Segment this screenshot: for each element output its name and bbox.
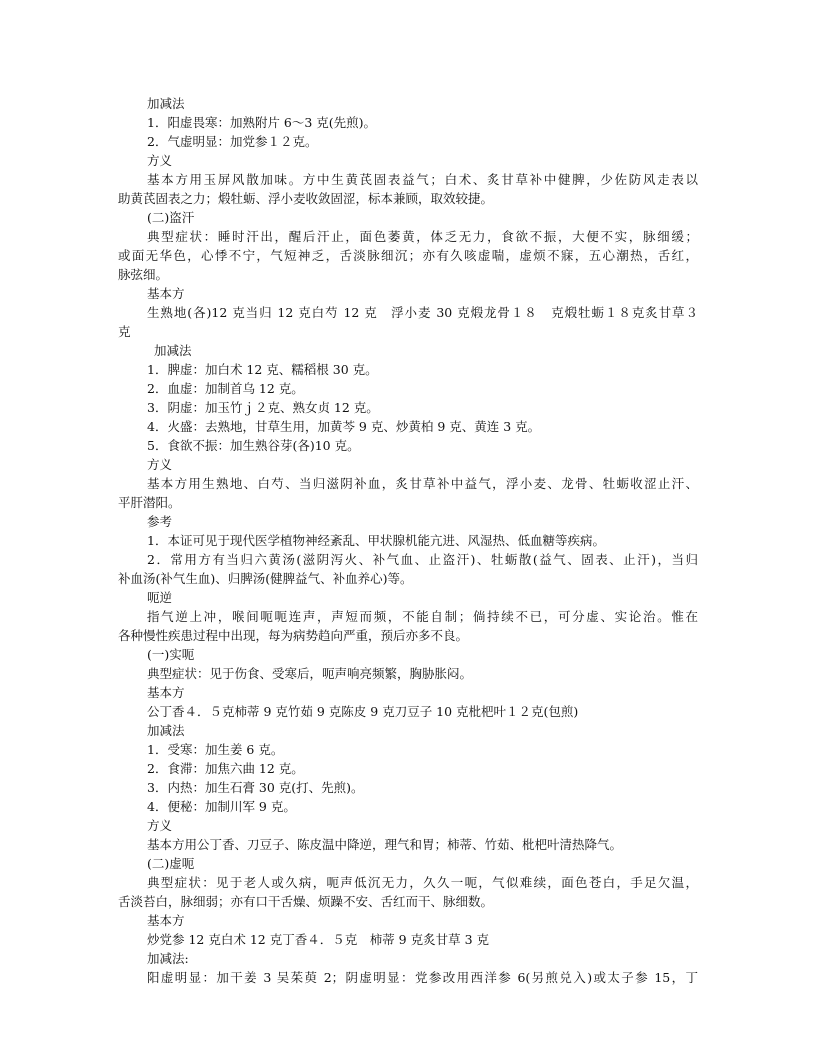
text-line: 基本方用玉屏风散加味。方中生黄芪固表益气；白术、炙甘草补中健脾，少佐防风走表以	[147, 172, 698, 187]
text-line: 舌淡苔白，脉细弱；亦有口干舌燥、烦躁不安、舌红而干、脉细数。	[118, 894, 494, 909]
text-line: 补血汤(补气生血)、归脾汤(健脾益气、补血养心)等。	[118, 571, 413, 586]
heading-jiajianfa-3: 加减法	[147, 723, 185, 738]
text-line: 指气逆上冲，喉间呃呃连声，声短而频，不能自制；倘持续不已，可分虚、实论治。惟在	[147, 609, 698, 624]
text-line: 炒党参 12 克白术 12 克丁香４．５克 柿蒂 9 克炙甘草 3 克	[147, 932, 490, 947]
text-line: 1．脾虚：加白术 12 克、糯稻根 30 克。	[147, 362, 378, 377]
heading-jibenfang-1: 基本方	[147, 286, 185, 301]
text-line: 2．气虚明显：加党参１２克。	[147, 134, 318, 149]
text-line: 脉弦细。	[118, 267, 169, 282]
text-line: 4．火盛：去熟地，甘草生用，加黄芩 9 克、炒黄柏 9 克、黄连 3 克。	[147, 419, 541, 434]
text-line: 克	[118, 324, 131, 339]
text-line: 1．受寒：加生姜 6 克。	[147, 742, 284, 757]
text-line: 5．食欲不振：加生熟谷芽(各)10 克。	[147, 438, 360, 453]
heading-jiajianfa-2: 加减法	[154, 343, 192, 358]
text-line: 4．便秘：加制川军 9 克。	[147, 799, 296, 814]
heading-fangyi-2: 方义	[147, 457, 173, 472]
heading-jiajianfa-1: 加减法	[147, 96, 185, 111]
heading-jibenfang-3: 基本方	[147, 913, 185, 928]
text-line: 基本方用公丁香、刀豆子、陈皮温中降逆，理气和胃；柿蒂、竹茹、枇杷叶清热降气。	[147, 837, 623, 852]
heading-jiajianfa-4: 加减法:	[147, 951, 189, 966]
text-line: 基本方用生熟地、白芍、当归滋阴补血，炙甘草补中益气，浮小麦、龙骨、牡蛎收涩止汗、	[147, 476, 698, 491]
text-line: 典型症状：见于老人或久病，呃声低沉无力，久久一呃，气似难续，面色苍白，手足欠温，	[147, 875, 698, 890]
text-line: 典型症状：睡时汗出，醒后汗止，面色萎黄，体乏无力，食欲不振，大便不实，脉细缓；	[147, 229, 698, 244]
text-line: 平肝潜阳。	[118, 495, 181, 510]
text-line: 助黄芪固表之力；煅牡蛎、浮小麦收敛固涩，标本兼顾，取效较捷。	[118, 191, 494, 206]
text-line: 或面无华色，心悸不宁，气短神乏，舌淡脉细沉；亦有久咳虚喘，虚烦不寐，五心潮热，舌红，	[118, 248, 698, 263]
section-heading-xue: (二)虚呃	[147, 856, 195, 871]
section-heading-daohan: (二)盗汗	[147, 210, 195, 225]
text-line: 3．阴虚：加玉竹ｊ２克、熟女贞 12 克。	[147, 400, 379, 415]
heading-fangyi-1: 方义	[147, 153, 173, 168]
heading-jibenfang-2: 基本方	[147, 685, 185, 700]
text-line: 2．食滞：加焦六曲 12 克。	[147, 761, 304, 776]
text-line: 公丁香４．５克柿蒂 9 克竹茹 9 克陈皮 9 克刀豆子 10 克枇杷叶１２克(包煎)	[147, 704, 579, 719]
text-line: 3．内热：加生石膏 30 克(打、先煎)。	[147, 780, 364, 795]
text-line: 生熟地(各)12 克当归 12 克白芍 12 克 浮小麦 30 克煅龙骨１８ 克煅牡蛎１８克炙甘草３	[147, 305, 698, 320]
text-line: 2．血虚：加制首乌 12 克。	[147, 381, 304, 396]
heading-cankao: 参考	[147, 514, 173, 529]
text-line: 2．常用方有当归六黄汤(滋阴泻火、补气血、止盗汗)、牡蛎散(益气、固表、止汗)，当归	[147, 552, 698, 567]
section-heading-shie: (一)实呃	[147, 647, 195, 662]
text-line: 阳虚明显：加干姜 3 吴茱萸 2；阴虚明显：党参改用西洋参 6(另煎兑入)或太子参 15，丁	[147, 970, 698, 985]
heading-fangyi-3: 方义	[147, 818, 173, 833]
text-line: 1．本证可见于现代医学植物神经紊乱、甲状腺机能亢进、风湿热、低血糖等疾病。	[147, 533, 605, 548]
chapter-heading-eni: 呃逆	[147, 590, 173, 605]
text-line: 各种慢性疾患过程中出现，每为病势趋向严重，预后亦多不良。	[118, 628, 469, 643]
text-line: 典型症状：见于伤食、受寒后，呃声响亮频繁，胸胁胀闷。	[147, 666, 473, 681]
text-line: 1．阳虚畏寒：加熟附片 6～3 克(先煎)。	[147, 115, 377, 130]
